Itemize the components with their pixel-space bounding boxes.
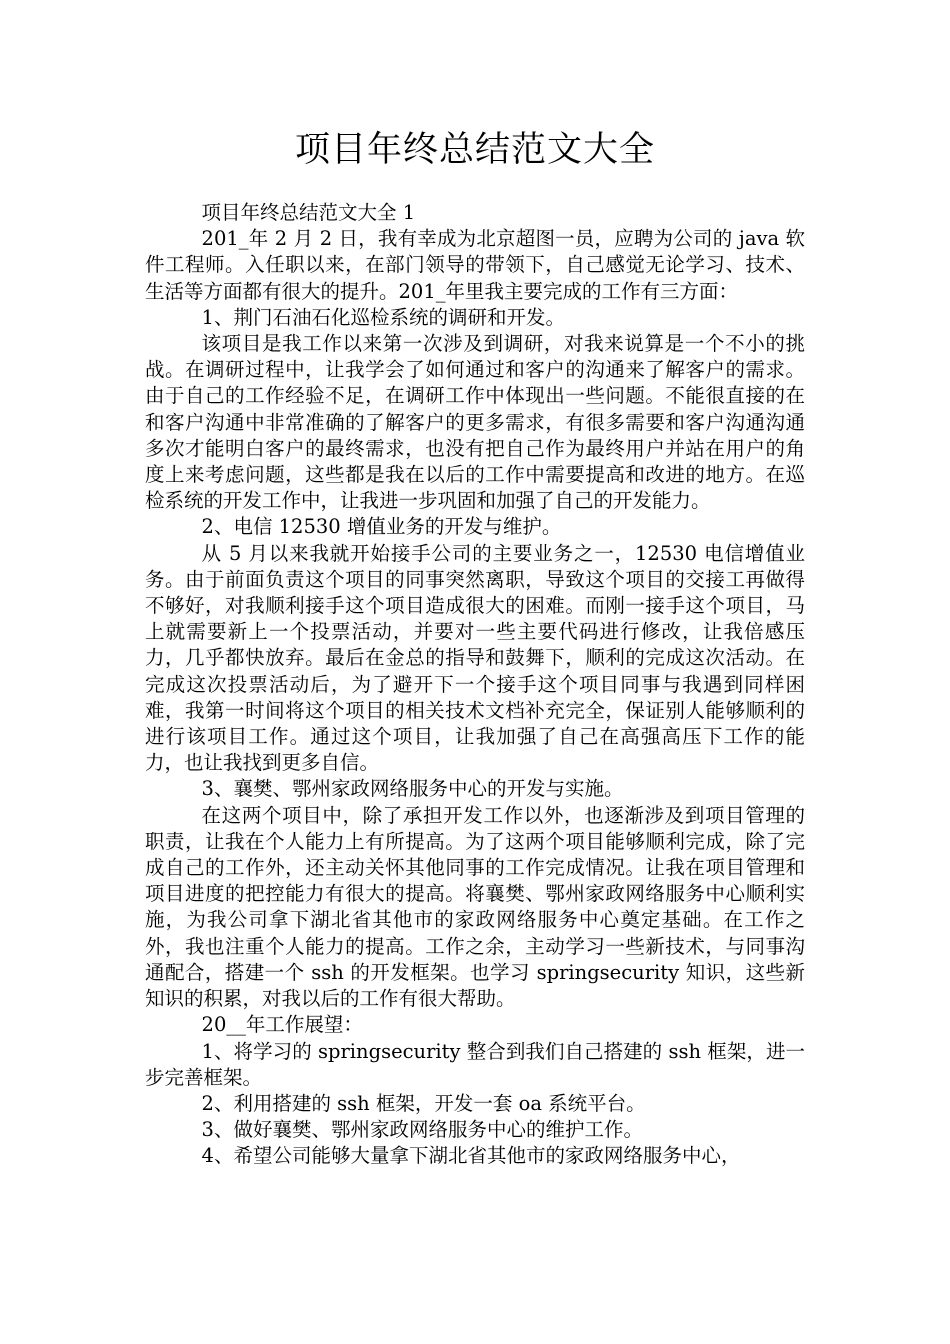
paragraph-item-3-body: 在这两个项目中，除了承担开发工作以外，也逐渐涉及到项目管理的职责，让我在个人能力上有所提高。为了这两个项目能够顺利完成，除了完成自己的工作外，还主动关怀其他同事的工作完成情况。让我在项目管理和项目进度的把控能力有很大的提高。将襄樊、鄂州家政网络服务中心顺利实施，为我公司拿下湖北省其他市的家政网络服务中心奠定基础。在工作之外，我也注重个人能力的提高。工作之余，主动学习一些新技术，与同事沟通配合，搭建一个 ssh 的开发框架。也学习 springsecurity 知识，这些新知识的积累，对我以后的工作有很大帮助。 xyxy=(145,803,805,1011)
paragraph-outlook-heading: 20__年工作展望： xyxy=(201,1013,363,1037)
paragraph-outlook-4: 4、希望公司能够大量拿下湖北省其他市的家政网络服务中心， xyxy=(201,1144,741,1168)
paragraph-intro: 201_年 2 月 2 日，我有幸成为北京超图一员，应聘为公司的 java 软件工程师。入任职以来，在部门领导的带领下，自己感觉无论学习、技术、生活等方面都有很大的提升。201_年里我主要完成的工作有三方面： xyxy=(145,227,805,303)
paragraph-outlook-1: 1、将学习的 springsecurity 整合到我们自己搭建的 ssh 框架，进一步完善框架。 xyxy=(145,1039,805,1089)
paragraph-item-1-body: 该项目是我工作以来第一次涉及到调研，对我来说算是一个不小的挑战。在调研过程中，让我学会了如何通过和客户的沟通来了解客户的需求。由于自己的工作经验不足，在调研工作中体现出一些问题。不能很直接的在和客户沟通中非常准确的了解客户的更多需求，有很多需要和客户沟通沟通多次才能明白客户的最终需求，也没有把自己作为最终用户并站在用户的角度上来考虑问题，这些都是我在以后的工作中需要提高和改进的地方。在巡检系统的开发工作中，让我进一步巩固和加强了自己的开发能力。 xyxy=(145,332,805,513)
paragraph-item-2-body: 从 5 月以来我就开始接手公司的主要业务之一，12530 电信增值业务。由于前面负责这个项目的同事突然离职，导致这个项目的交接工再做得不够好，对我顺利接手这个项目造成很大的困难。而刚一接手这个项目，马上就需要新上一个投票活动，并要对一些主要代码进行修改，让我倍感压力，几乎都快放弃。最后在金总的指导和鼓舞下，顺利的完成这次活动。在完成这次投票活动后，为了避开下一个接手这个项目同事与我遇到同样困难，我第一时间将这个项目的相关技术文档补充完全，保证别人能够顺利的进行该项目工作。通过这个项目，让我加强了自己在高强高压下工作的能力，也让我找到更多自信。 xyxy=(145,541,805,775)
paragraph-outlook-3: 3、做好襄樊、鄂州家政网络服务中心的维护工作。 xyxy=(201,1118,643,1142)
document-title: 项目年终总结范文大全 xyxy=(294,130,655,170)
paragraph-outlook-2: 2、利用搭建的 ssh 框架，开发一套 oa 系统平台。 xyxy=(201,1091,646,1115)
paragraph-subtitle: 项目年终总结范文大全 1 xyxy=(201,201,416,224)
paragraph-item-2-heading: 2、电信 12530 增值业务的开发与维护。 xyxy=(201,515,562,539)
document-body xyxy=(145,200,805,1170)
paragraph-item-1-heading: 1、荆门石油石化巡检系统的调研和开发。 xyxy=(201,305,565,329)
paragraph-item-3-heading: 3、襄樊、鄂州家政网络服务中心的开发与实施。 xyxy=(201,777,624,801)
